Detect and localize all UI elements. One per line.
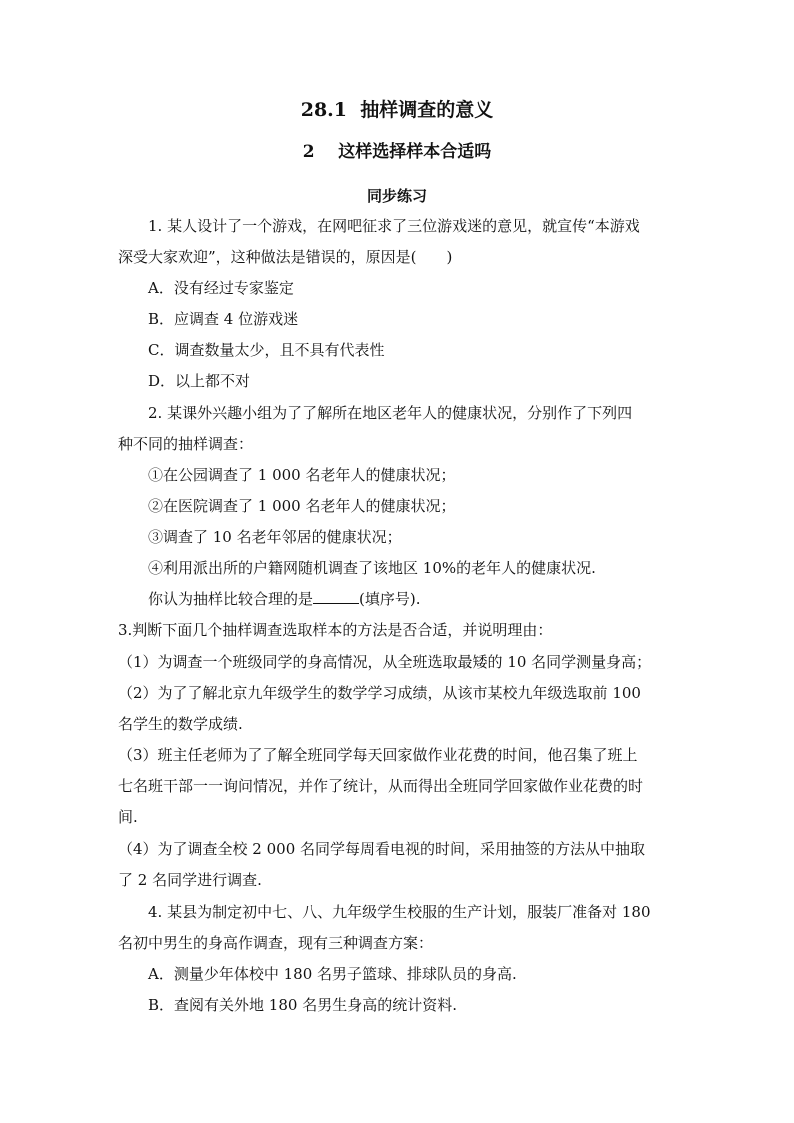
title-number: 28.1 — [300, 99, 348, 121]
q1-stem-line-1: 1. 某人设计了一个游戏，在网吧征求了三位游戏迷的意见，就宣传“本游戏 — [148, 217, 640, 235]
q2-item-3: ③调查了 10 名老年邻居的健康状况； — [148, 528, 402, 546]
q2-item-2: ②在医院调查了 1 000 名老年人的健康状况； — [148, 497, 456, 515]
q2-stem-line-1: 2. 某课外兴趣小组为了了解所在地区老年人的健康状况，分别作了下列四 — [148, 404, 633, 422]
q3-part-2-line-1: （2）为了了解北京九年级学生的数学学习成绩，从该市某校九年级选取前 100 — [118, 684, 641, 702]
q1-stem-line-2: 深受大家欢迎”，这种做法是错误的，原因是( ) — [118, 248, 453, 266]
q4-stem-line-1: 4. 某县为制定初中七、八、九年级学生校服的生产计划，服装厂准备对 180 — [148, 903, 651, 921]
q1-option-d: D．以上都不对 — [148, 372, 251, 390]
q2-stem-line-2: 种不同的抽样调查： — [118, 435, 254, 453]
q3-part-3-line-3: 间. — [118, 808, 138, 826]
q2-item-1: ①在公园调查了 1 000 名老年人的健康状况； — [148, 466, 456, 484]
answer-blank[interactable] — [313, 589, 359, 604]
q3-part-4-line-1: （4）为了调查全校 2 000 名同学每周看电视的时间，采用抽签的方法从中抽取 — [118, 840, 646, 858]
q2-answer-prefix: 你认为抽样比较合理的是 — [148, 590, 314, 608]
title-text: 抽样调查的意义 — [360, 99, 494, 121]
q2-answer-line — [148, 589, 421, 609]
q3-stem: 3.判断下面几个抽样调查选取样本的方法是否合适，并说明理由： — [118, 621, 553, 639]
q1-option-a: A．没有经过专家鉴定 — [148, 279, 294, 297]
q1-option-b: B．应调查 4 位游戏迷 — [148, 310, 299, 328]
page-title — [0, 98, 794, 122]
subtitle-number: 2 — [302, 142, 315, 162]
q4-option-a: A．测量少年体校中 180 名男子篮球、排球队员的身高. — [148, 965, 517, 983]
q3-part-4-line-2: 了 2 名同学进行调查. — [118, 871, 262, 889]
q3-part-2-line-2: 名学生的数学成绩. — [118, 715, 243, 733]
lesson-subtitle — [0, 140, 794, 164]
q2-item-4: ④利用派出所的户籍网随机调查了该地区 10%的老年人的健康状况. — [148, 559, 596, 577]
q3-part-3-line-1: （3）班主任老师为了了解全班同学每天回家做作业花费的时间，他召集了班上 — [118, 746, 638, 764]
q2-answer-suffix: (填序号). — [359, 590, 421, 608]
q4-option-b: B．查阅有关外地 180 名男生身高的统计资料. — [148, 996, 457, 1014]
q3-part-1: （1）为调查一个班级同学的身高情况，从全班选取最矮的 10 名同学测量身高； — [118, 653, 652, 671]
section-heading: 同步练习 — [366, 187, 427, 205]
q1-option-c: C．调查数量太少，且不具有代表性 — [148, 341, 385, 359]
subtitle-text: 这样选择样本合适吗 — [338, 142, 492, 162]
q3-part-3-line-2: 七名班干部一一询问情况，并作了统计，从而得出全班同学回家做作业花费的时 — [118, 777, 644, 795]
q4-stem-line-2: 名初中男生的身高作调查，现有三种调查方案： — [118, 934, 434, 952]
